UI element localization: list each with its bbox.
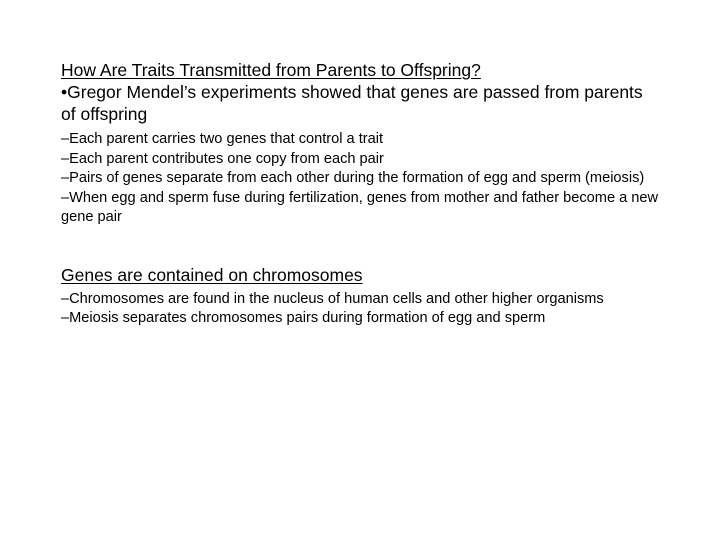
subpoint-one-copy: –Each parent contributes one copy from each pair	[61, 150, 384, 167]
subpoint-genes-separate: –Pairs of genes separate from each other during the formation of egg and sperm (meiosis)	[61, 170, 645, 186]
subpoint-chromosomes-nucleus: –Chromosomes are found in the nucleus of human cells and other higher organisms	[61, 290, 604, 307]
subpoint-two-genes: –Each parent carries two genes that control a trait	[61, 131, 384, 147]
bullet-mendel-experiments: •Gregor Mendel’s experiments showed that genes are passed from parents of offspring	[61, 82, 643, 124]
subpoint-fertilization: –When egg and sperm fuse during fertilization, genes from mother and father become a new gene pair	[61, 189, 659, 225]
slide-content	[61, 60, 661, 329]
heading-traits-transmission: How Are Traits Transmitted from Parents to Offspring?	[61, 60, 481, 80]
spacer	[61, 228, 661, 265]
subpoint-meiosis-separates: –Meiosis separates chromosomes pairs during formation of egg and sperm	[61, 310, 546, 326]
heading-genes-on-chromosomes: Genes are contained on chromosomes	[61, 264, 363, 285]
